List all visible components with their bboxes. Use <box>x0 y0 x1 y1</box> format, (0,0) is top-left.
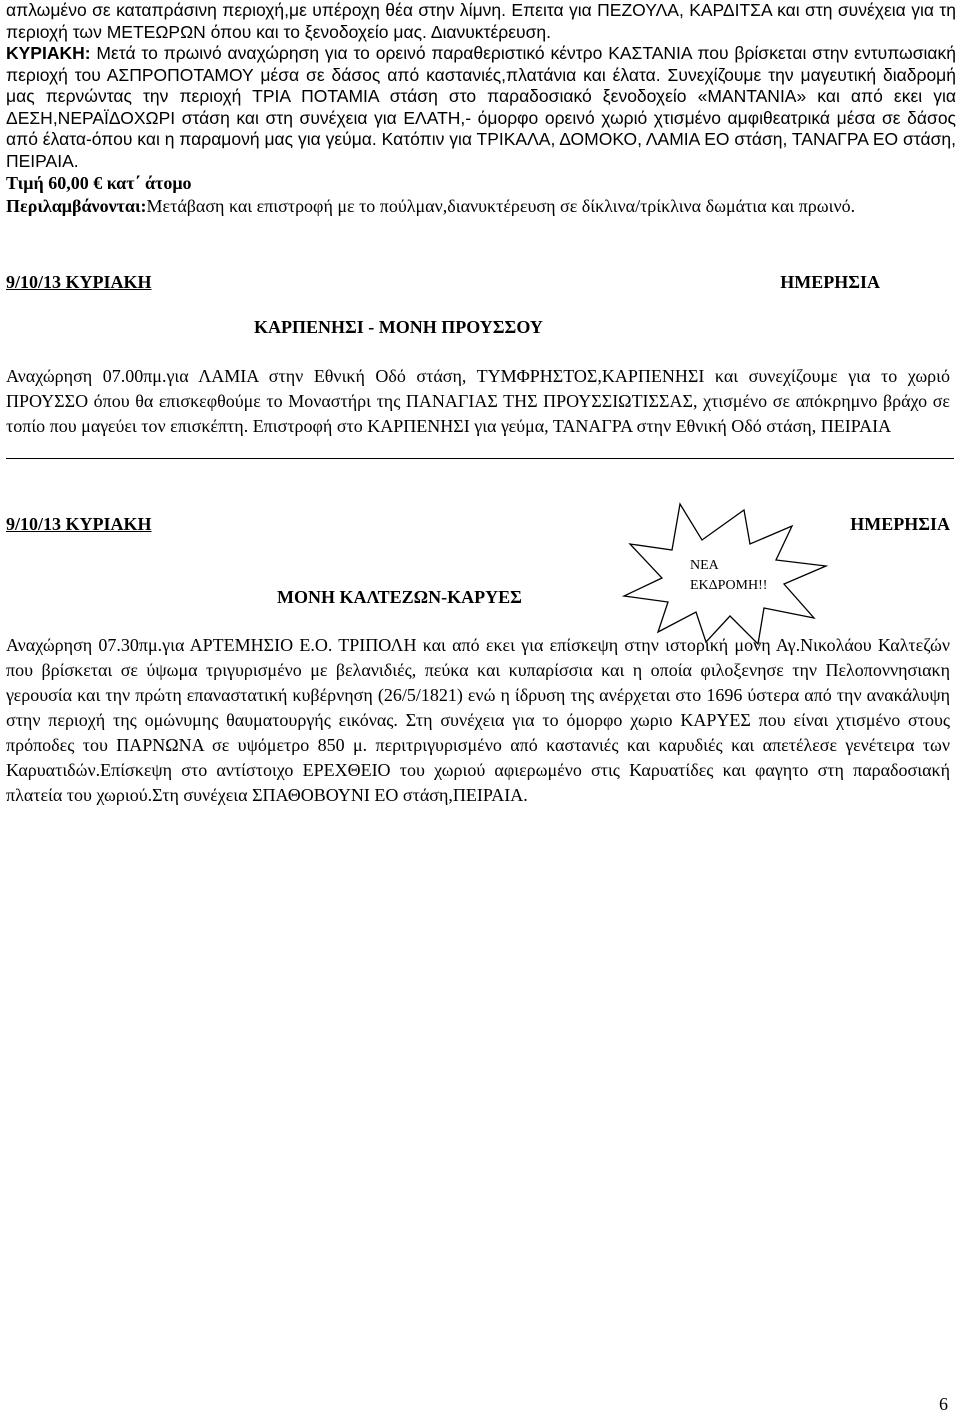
trip1-date: 9/10/13 ΚΥΡΙΑΚΗ <box>6 272 152 292</box>
trip2-title: ΜΟΝΗ ΚΑΛΤΕΖΩΝ-ΚΑΡΥΕΣ <box>277 587 522 607</box>
trip1-type: ΗΜΕΡΗΣΙΑ <box>780 272 880 292</box>
price-line: Τιμή 60,00 € κατ΄ άτομο <box>6 173 192 193</box>
badge-line-1: ΝΕΑ <box>690 558 719 573</box>
includes-text: Μετάβαση και επιστροφή με το πούλμαν,διανυκτέρευση σε δίκλινα/τρίκλινα δωμάτια και πρωινό. <box>146 196 856 216</box>
badge-line-2: ΕΚΔΡΟΜΗ!! <box>690 578 768 593</box>
intro-section <box>6 0 956 218</box>
trip2-description: Αναχώρηση 07.30πμ.για ΑΡΤΕΜΗΣΙΟ Ε.Ο. ΤΡΙΠΟΛΗ και από εκει για επίσκεψη στην ιστορική μονη Αγ.Νικολάου Καλτεζών που βρίσκεται σε ύψωμα τριγυρισμένο με βελανιδιές, πεύκα και κυπαρίσσια και η οποία φιλοξενησε την Πελοποννησιακη γερουσία και την πρώτη επαναστατική κυβέρνηση (26/5/1821) ενώ η ίδρυση της ανέρχεται στο 1696 ύστερα από την ανακάλυψη στην περιοχή της ομώνυμης θαυματουργής εικόνας. Στη συνέχεια για το όμορφο χωριο ΚΑΡΥΕΣ που είναι χτισμένο στους πρόποδες του ΠΑΡΝΩΝΑ σε υψόμετρο 850 μ. περιτριγυρισμένο από καστανιές και καρυδιές και απετέλεσε γενέτειρα των Καρυατιδών.Επίσκεψη στο αντίστοιχο ΕΡΕΧΘΕΙΟ του χωριού αφιερωμένο στις Καρυατίδες και φαγητο στη παραδοσιακή πλατεία του χωριού.Στη συνέχεια ΣΠΑΘΟΒΟΥΝΙ ΕΟ στάση,ΠΕΙΡΑΙΑ. <box>6 635 950 805</box>
sunday-text: Μετά το πρωινό αναχώρηση για το ορεινό παραθεριστικό κέντρο ΚΑΣΤΑΝΙΑ που βρίσκεται στην εντυπωσιακή περιοχή του ΑΣΠΡΟΠΟΤΑΜΟΥ μέσα σε δάσος από καστανιές,πλατάνια και έλατα. Συνεχίζουμε την μαγευτική διαδρομή μας περνώντας την περιοχή ΤΡΙΑ ΠΟΤΑΜΙΑ στάση στο παραδοσιακό ξενοδοχείο «ΜΑΝΤΑΝΙΑ» και από εκει για ΔΕΣΗ,ΝΕΡΑΪΔΟΧΩΡΙ στάση και στη συνέχεια για ΕΛΑΤΗ,- όμορφο ορεινό χωριό χτισμένο αμφιθεατρικά μέσα σε δάσος από έλατα-όπου και η παραμονή μας για γεύμα. Κατόπιν για ΤΡΙΚΑΛΑ, ΔΟΜΟΚΟ, ΛΑΜΙΑ ΕΟ στάση, ΤΑΝΑΓΡΑ ΕΟ στάση, ΠΕΙΡΑΙΑ. <box>6 43 956 171</box>
page-number: 6 <box>939 1394 948 1414</box>
sunday-paragraph <box>6 43 956 172</box>
section-divider <box>6 458 954 459</box>
includes-paragraph <box>6 194 956 218</box>
trip1-description: Αναχώρηση 07.00πμ.για ΛΑΜΙΑ στην Εθνική Οδό στάση, ΤΥΜΦΡΗΣΤΟΣ,ΚΑΡΠΕΝΗΣΙ και συνεχίζουμε για το χωριό ΠΡΟΥΣΣΟ όπου θα επισκεφθούμε το Μοναστήρι της ΠΑΝΑΓΙΑΣ ΤΗΣ ΠΡΟΥΣΣΙΩΤΙΣΣΑΣ, χτισμένο σε απόκρημνο βράχο σε τοπίο που μαγεύει τον επισκέπτη. Επιστροφή στο ΚΑΡΠΕΝΗΣΙ για γεύμα, ΤΑΝΑΓΡΑ στην Εθνική Οδό στάση, ΠΕΙΡΑΙΑ <box>6 366 950 436</box>
trip2-type: ΗΜΕΡΗΣΙΑ <box>850 514 950 534</box>
sunday-label: ΚΥΡΙΑΚΗ: <box>6 43 91 63</box>
trip2-date: 9/10/13 ΚΥΡΙΑΚΗ <box>6 514 152 534</box>
trip1-header <box>6 272 950 294</box>
intro-paragraph: απλωμένο σε καταπράσινη περιοχή,με υπέροχη θέα στην λίμνη. Επειτα για ΠΕΖΟΥΛΑ, ΚΑΡΔΙΤΣΑ και στη συνέχεια για τη περιοχή των ΜΕΤΕΩΡΩΝ όπου και το ξενοδοχείο μας. Διανυκτέρευση. <box>6 0 956 42</box>
includes-label: Περιλαμβάνονται: <box>6 196 147 216</box>
new-trip-badge <box>690 556 767 596</box>
trip1-title: ΚΑΡΠΕΝΗΣΙ - ΜΟΝΗ ΠΡΟΥΣΣΟΥ <box>254 317 543 337</box>
